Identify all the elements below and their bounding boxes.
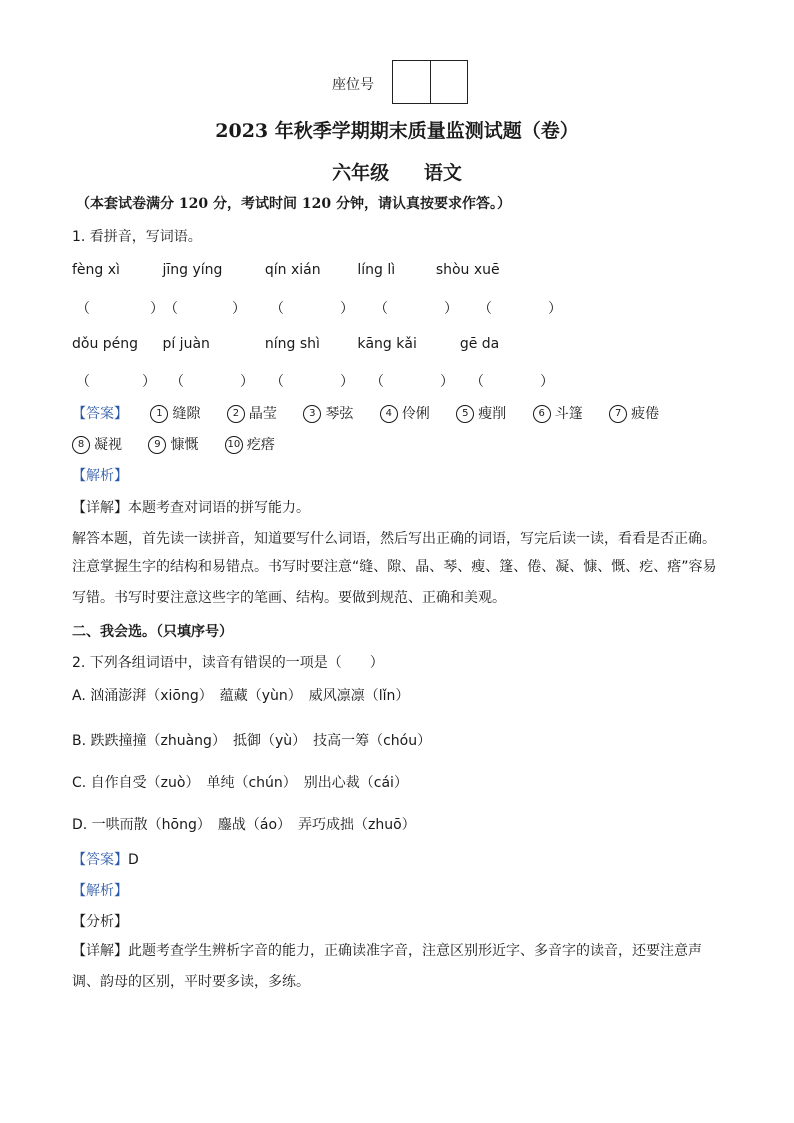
q1-answer-row-1 xyxy=(72,403,659,423)
blank-open: （ xyxy=(370,374,384,390)
pinyin-item: pí juàn xyxy=(162,336,210,352)
seat-number-label: 座位号 xyxy=(332,77,374,93)
answer-item: 2 晶莹 xyxy=(227,403,277,423)
blank-close: ） xyxy=(150,301,164,317)
pinyin-row-1 xyxy=(72,262,500,278)
blank-close: ） xyxy=(142,374,156,390)
answer-tag: 【答案】 xyxy=(72,406,128,422)
blank-open: （ xyxy=(270,301,284,317)
analysis-tag: 【解析】 xyxy=(72,883,128,899)
blank-close: ） xyxy=(444,301,458,317)
exam-note: （本套试卷满分 120 分，考试时间 120 分钟，请认真按要求作答。） xyxy=(76,196,511,212)
pinyin-item: jīng yíng xyxy=(162,262,223,278)
q2-answer-row xyxy=(72,849,139,869)
exam-title: 2023 年秋季学期期末质量监测试题（卷） xyxy=(215,120,579,142)
answer-item: 7 疲倦 xyxy=(609,403,659,423)
seat-number-boxes xyxy=(392,60,468,104)
q2-option-d: D. 一哄而散（hōng） 鏖战（áo） 弄巧成拙（zhuō） xyxy=(72,817,416,833)
blank-open: （ xyxy=(478,301,492,317)
section-2-heading: 二、我会选。（只填序号） xyxy=(72,624,233,640)
q1-explanation-2: 注意掌握生字的结构和易错点。书写时要注意“缝、隙、晶、琴、瘦、篷、倦、凝、慷、慨、疙、瘩”容易写错。书写时要注意这些字的笔画、结构。要做到规范、正确和美观。 xyxy=(72,559,717,606)
q1-explanation-1: 解答本题，首先读一读拼音，知道要写什么词语，然后写出正确的词语，写完后读一读，看看是否正确。 xyxy=(72,531,716,547)
blank-close: ） xyxy=(548,301,562,317)
answer-item: 6 斗篷 xyxy=(533,403,583,423)
pinyin-item: fèng xì xyxy=(72,262,120,278)
subject-label: 语文 xyxy=(423,162,462,184)
pinyin-item: líng lì xyxy=(357,262,396,278)
pinyin-item: gē da xyxy=(459,336,500,352)
blank-close: ） xyxy=(340,374,354,390)
q1-answer-row-2 xyxy=(72,434,297,454)
answer-item: 5 瘦削 xyxy=(456,403,506,423)
blank-open: （ xyxy=(76,301,90,317)
blank-open: （ xyxy=(470,374,484,390)
q1-prompt: 1. 看拼音，写词语。 xyxy=(72,229,202,245)
blank-open: （ xyxy=(374,301,388,317)
answer-item: 10 疙瘩 xyxy=(225,434,275,454)
fenxi-tag: 【分析】 xyxy=(72,914,128,930)
analysis-tag: 【解析】 xyxy=(72,468,128,484)
blank-open: （ xyxy=(270,374,284,390)
pinyin-item: kāng kǎi xyxy=(357,336,417,352)
answer-item: 9 慷慨 xyxy=(148,434,198,454)
answer-blanks-row-1 xyxy=(76,298,562,318)
answer-item: 1 缝隙 xyxy=(150,403,200,423)
exam-subtitle xyxy=(0,158,794,185)
pinyin-item: shòu xuē xyxy=(435,262,500,278)
seat-number-box xyxy=(393,61,431,103)
q2-option-a: A. 汹涌澎湃（xiōng） 蕴藏（yùn） 威风凛凛（lǐn） xyxy=(72,688,410,704)
blank-close: ） xyxy=(440,374,454,390)
answer-tag: 【答案】 xyxy=(72,852,128,868)
blank-close: ） xyxy=(340,301,354,317)
answer-item: 8 凝视 xyxy=(72,434,122,454)
pinyin-row-2 xyxy=(72,336,499,352)
pinyin-item: níng shì xyxy=(264,336,320,352)
seat-number-box xyxy=(431,61,468,103)
q1-detail: 【详解】本题考查对词语的拼写能力。 xyxy=(72,500,310,516)
blank-open: （ xyxy=(76,374,90,390)
q2-option-b: B. 跌跌撞撞（zhuàng） 抵御（yù） 技高一筹（chóu） xyxy=(72,733,432,749)
pinyin-item: dǒu péng xyxy=(72,336,139,352)
blank-close: ） xyxy=(540,374,554,390)
q2-answer: D xyxy=(128,852,139,868)
grade-label: 六年级 xyxy=(332,162,390,184)
answer-blanks-row-2 xyxy=(76,371,554,391)
blank-close: ） xyxy=(240,374,254,390)
q2-prompt: 2. 下列各组词语中，读音有错误的一项是（ ） xyxy=(72,655,384,671)
q2-detail: 【详解】此题考查学生辨析字音的能力，正确读准字音，注意区别形近字、多音字的读音，还要注意声调、韵母的区别，平时要多读，多练。 xyxy=(72,943,702,990)
blank-open: （ xyxy=(170,374,184,390)
blank-close: ） xyxy=(232,301,246,317)
q2-option-c: C. 自作自受（zuò） 单纯（chún） 别出心裁（cái） xyxy=(72,775,408,791)
answer-item: 4 伶俐 xyxy=(380,403,430,423)
pinyin-item: qín xián xyxy=(264,262,321,278)
blank-open: （ xyxy=(164,301,178,317)
answer-item: 3 琴弦 xyxy=(303,403,353,423)
